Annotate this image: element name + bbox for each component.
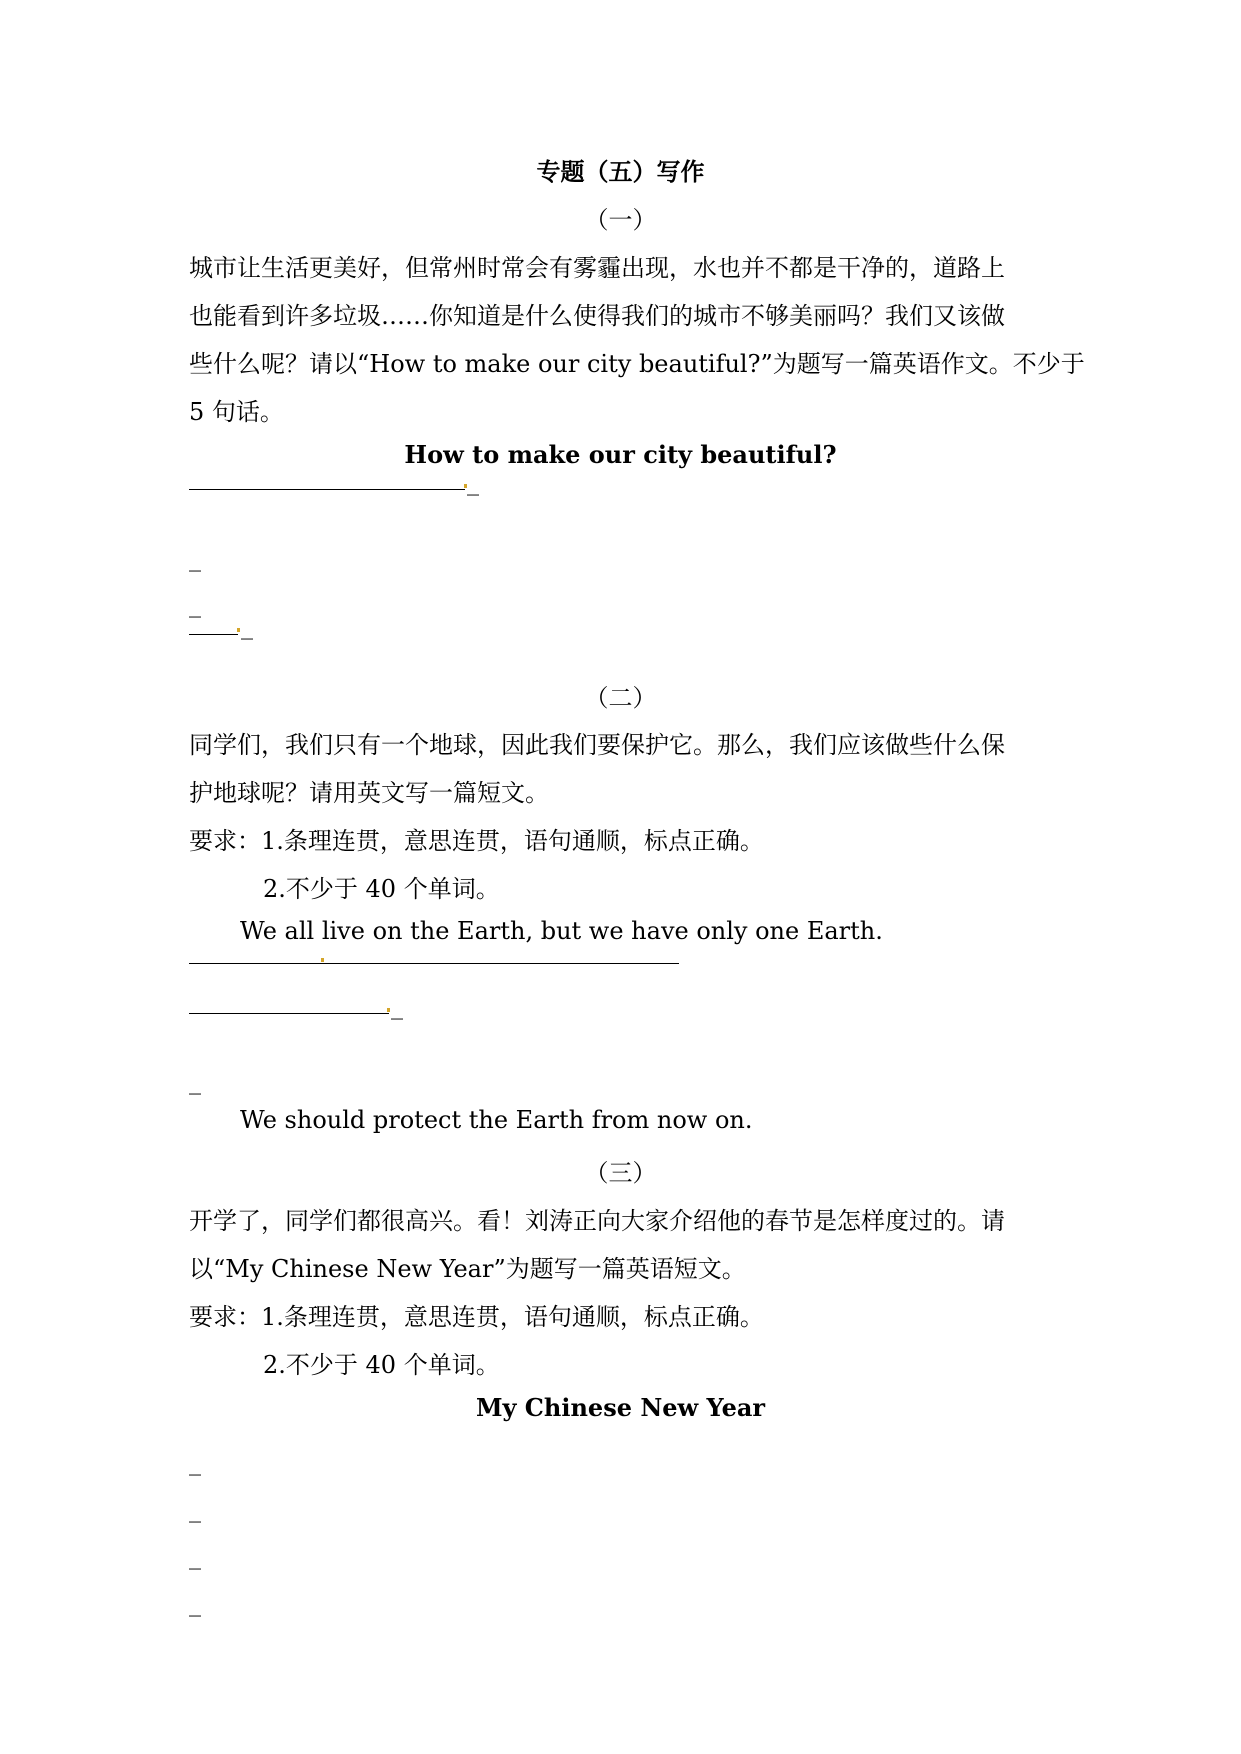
section-1-heading: （一） xyxy=(584,206,657,234)
requirement-label: 要求： xyxy=(189,827,261,855)
blank-mark: _ xyxy=(189,544,201,572)
writing-line xyxy=(189,963,679,964)
requirement-text: 1.条理连贯，意思连贯，语句通顺，标点正确。 xyxy=(261,827,764,855)
section-1-prompt-line-4: 5 句话。 xyxy=(189,398,284,426)
blank-mark: _ xyxy=(189,1542,201,1570)
requirement-label: 要求： xyxy=(189,1303,261,1331)
section-3-prompt-line-2: 以“My Chinese New Year”为题写一篇英语短文。 xyxy=(189,1255,746,1283)
blank-mark: _ xyxy=(391,992,403,1020)
section-2-opening-sentence: We all live on the Earth, but we have only one Earth. xyxy=(240,917,883,945)
marker-dot xyxy=(387,1008,390,1012)
section-3-prompt-line-1: 开学了，同学们都很高兴。看！刘涛正向大家介绍他的春节是怎样度过的。请 xyxy=(189,1207,1005,1235)
section-2-prompt-line-1: 同学们，我们只有一个地球，因此我们要保护它。那么，我们应该做些什么保 xyxy=(189,731,1005,759)
section-1-prompt-line-1: 城市让生活更美好，但常州时常会有雾霾出现，水也并不都是干净的，道路上 xyxy=(189,254,1005,282)
section-3-essay-title: My Chinese New Year xyxy=(475,1393,766,1422)
section-3-requirement-1 xyxy=(189,1297,1052,1332)
section-1-prompt-line-2: 也能看到许多垃圾……你知道是什么使得我们的城市不够美丽吗？我们又该做 xyxy=(189,302,1005,330)
section-1-prompt-line-3: 些什么呢？请以“How to make our city beautiful?”为题写一篇英语作文。不少于 xyxy=(189,350,1085,378)
blank-mark: _ xyxy=(189,1067,201,1095)
page-title: 专题（五）写作 xyxy=(536,157,705,186)
writing-line xyxy=(189,1013,389,1014)
section-1-essay-title: How to make our city beautiful? xyxy=(404,440,837,469)
blank-mark: _ xyxy=(189,590,201,618)
blank-mark: _ xyxy=(241,612,253,640)
requirement-text: 1.条理连贯，意思连贯，语句通顺，标点正确。 xyxy=(261,1303,764,1331)
blank-mark: _ xyxy=(189,1589,201,1617)
marker-dot xyxy=(237,628,240,632)
writing-line xyxy=(189,489,465,490)
blank-mark: _ xyxy=(467,468,479,496)
section-2-requirement-2: 2.不少于 40 个单词。 xyxy=(263,875,500,903)
blank-mark: _ xyxy=(189,1448,201,1476)
section-2-heading: （二） xyxy=(584,684,657,712)
section-2-closing-sentence: We should protect the Earth from now on. xyxy=(240,1106,753,1134)
blank-mark: _ xyxy=(189,1495,201,1523)
marker-dot xyxy=(321,958,324,962)
section-2-prompt-line-2: 护地球呢？请用英文写一篇短文。 xyxy=(189,779,549,807)
writing-line xyxy=(189,634,238,635)
section-3-heading: （三） xyxy=(584,1159,657,1187)
section-2-requirement-1 xyxy=(189,821,1052,856)
section-3-requirement-2: 2.不少于 40 个单词。 xyxy=(263,1351,500,1379)
